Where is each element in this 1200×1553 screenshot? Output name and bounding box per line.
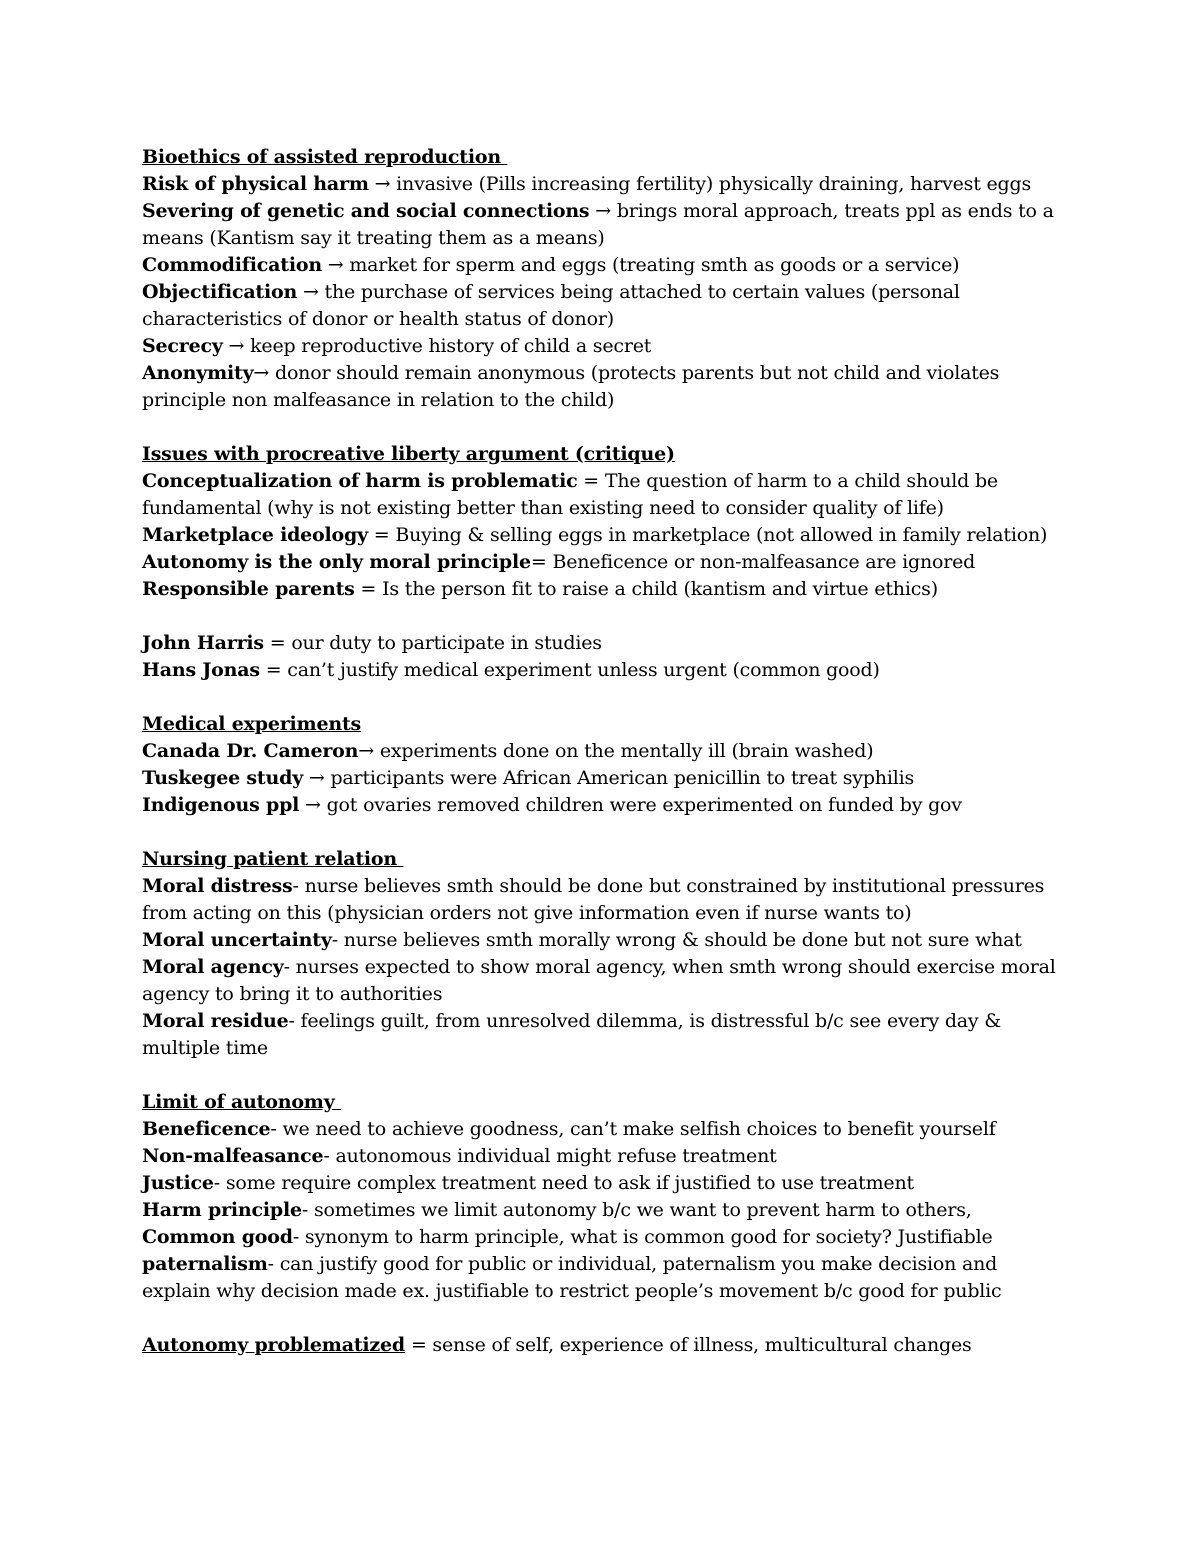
closing-definition: sense of self, experience of illness, multicultural changes bbox=[432, 1334, 972, 1356]
note-term: Common good bbox=[142, 1226, 293, 1248]
note-term: Justice bbox=[142, 1172, 214, 1194]
note-entry bbox=[142, 954, 1062, 1008]
note-definition: donor should remain anonymous (protects parents but not child and violates principle non malfeasance in relation to the child) bbox=[142, 362, 1000, 411]
note-separator: → bbox=[321, 254, 350, 276]
note-entry bbox=[142, 576, 1062, 603]
note-term: Responsible parents bbox=[142, 578, 355, 600]
note-definition: experiments done on the mentally ill (brain washed) bbox=[379, 740, 874, 762]
section-spacer bbox=[142, 603, 1062, 630]
note-term: Indigenous ppl bbox=[142, 794, 300, 816]
section-heading: Limit of autonomy bbox=[142, 1091, 341, 1113]
note-definition: the purchase of services being attached to certain values (personal characteristics of donor or health status of donor) bbox=[142, 281, 960, 330]
note-definition: The question of harm to a child should be fundamental (why is not existing better than existing need to consider quality of life) bbox=[142, 470, 998, 519]
note-entry bbox=[142, 1170, 1062, 1197]
note-entry bbox=[142, 333, 1062, 360]
note-separator: → bbox=[222, 335, 251, 357]
note-definition: sometimes we limit autonomy b/c we want to prevent harm to others, bbox=[313, 1199, 972, 1221]
note-definition: can justify good for public or individual, paternalism you make decision and explain why decision made ex. justifiable to restrict people’s movement b/c good for public bbox=[142, 1253, 1002, 1302]
note-definition: Buying & selling eggs in marketplace (not allowed in family relation) bbox=[395, 524, 1048, 546]
note-entry bbox=[142, 1116, 1062, 1143]
note-separator: → bbox=[358, 740, 380, 762]
note-entry bbox=[142, 279, 1062, 333]
note-definition: Is the person fit to raise a child (kantism and virtue ethics) bbox=[382, 578, 938, 600]
note-entry bbox=[142, 657, 1062, 684]
note-entry bbox=[142, 198, 1062, 252]
note-term: Moral uncertainty bbox=[142, 929, 332, 951]
note-definition: Beneficence or non-malfeasance are ignored bbox=[552, 551, 976, 573]
note-entry bbox=[142, 927, 1062, 954]
note-entry bbox=[142, 549, 1062, 576]
note-entry bbox=[142, 873, 1062, 927]
note-separator: - bbox=[331, 929, 344, 951]
note-separator: → bbox=[303, 767, 331, 789]
note-definition: invasive (Pills increasing fertility) physically draining, harvest eggs bbox=[396, 173, 1031, 195]
note-definition: brings moral approach, treats ppl as ends to a means (Kantism say it treating them as a means) bbox=[142, 200, 1054, 249]
note-term: Harm principle bbox=[142, 1199, 302, 1221]
note-definition: some require complex treatment need to ask if justified to use treatment bbox=[225, 1172, 914, 1194]
note-separator: = bbox=[367, 524, 396, 546]
note-term: Tuskegee study bbox=[142, 767, 304, 789]
note-separator: → bbox=[297, 281, 325, 303]
note-definition: autonomous individual might refuse treatment bbox=[335, 1145, 777, 1167]
note-entry bbox=[142, 738, 1062, 765]
note-separator: = bbox=[259, 659, 288, 681]
note-definition: synonym to harm principle, what is common good for society? Justifiable bbox=[304, 1226, 993, 1248]
note-entry bbox=[142, 360, 1062, 414]
note-entry bbox=[142, 171, 1062, 198]
note-definition: market for sperm and eggs (treating smth as goods or a service) bbox=[349, 254, 960, 276]
note-separator: - bbox=[292, 875, 305, 897]
note-definition: feelings guilt, from unresolved dilemma, is distressful b/c see every day & multiple time bbox=[142, 1010, 1002, 1059]
section-heading: Bioethics of assisted reproduction bbox=[142, 146, 508, 168]
note-term: Non-malfeasance bbox=[142, 1145, 324, 1167]
note-definition: we need to achieve goodness, can’t make selfish choices to benefit yourself bbox=[282, 1118, 996, 1140]
section-spacer bbox=[142, 1062, 1062, 1089]
note-term: Objectification bbox=[142, 281, 298, 303]
note-term: Moral residue bbox=[142, 1010, 289, 1032]
note-term: Commodification bbox=[142, 254, 322, 276]
note-entry bbox=[142, 522, 1062, 549]
note-entry bbox=[142, 1224, 1062, 1251]
note-definition: got ovaries removed children were experimented on funded by gov bbox=[326, 794, 962, 816]
note-definition: nurses expected to show moral agency, when smth wrong should exercise moral agency to bring it to authorities bbox=[142, 956, 1056, 1005]
note-separator: = bbox=[354, 578, 383, 600]
note-entry bbox=[142, 252, 1062, 279]
closing-entry bbox=[142, 1332, 1062, 1359]
note-term: Risk of physical harm bbox=[142, 173, 369, 195]
note-term: Hans Jonas bbox=[142, 659, 260, 681]
note-separator: - bbox=[323, 1145, 336, 1167]
note-entry bbox=[142, 1197, 1062, 1224]
section-heading: Issues with procreative liberty argument (critique) bbox=[142, 443, 675, 465]
note-separator: = bbox=[577, 470, 605, 492]
note-separator: - bbox=[267, 1253, 280, 1275]
note-entry bbox=[142, 1251, 1062, 1305]
note-separator: - bbox=[292, 1226, 305, 1248]
note-separator: → bbox=[368, 173, 397, 195]
note-definition: nurse believes smth should be done but constrained by institutional pressures from acting on this (physician orders not give information even if nurse wants to) bbox=[142, 875, 1045, 924]
note-term: Moral agency bbox=[142, 956, 284, 978]
section-spacer bbox=[142, 414, 1062, 441]
section-spacer bbox=[142, 1305, 1062, 1332]
note-separator: - bbox=[270, 1118, 283, 1140]
note-definition: nurse believes smth morally wrong & should be done but not sure what bbox=[343, 929, 1022, 951]
note-entry bbox=[142, 1008, 1062, 1062]
note-term: Secrecy bbox=[142, 335, 223, 357]
note-entry bbox=[142, 468, 1062, 522]
note-term: Marketplace ideology bbox=[142, 524, 368, 546]
note-definition: our duty to participate in studies bbox=[291, 632, 602, 654]
note-definition: can’t justify medical experiment unless urgent (common good) bbox=[287, 659, 880, 681]
note-term: John Harris bbox=[142, 632, 264, 654]
note-term: paternalism bbox=[142, 1253, 268, 1275]
notes-body bbox=[142, 144, 1062, 1359]
note-term: Severing of genetic and social connections bbox=[142, 200, 590, 222]
note-entry bbox=[142, 765, 1062, 792]
note-separator: = bbox=[263, 632, 292, 654]
note-entry bbox=[142, 630, 1062, 657]
note-separator: → bbox=[299, 794, 327, 816]
section-heading: Medical experiments bbox=[142, 713, 362, 735]
closing-term: Autonomy problematized bbox=[142, 1334, 405, 1356]
section-spacer bbox=[142, 819, 1062, 846]
note-separator: - bbox=[301, 1199, 314, 1221]
note-definition: keep reproductive history of child a secret bbox=[250, 335, 652, 357]
note-term: Beneficence bbox=[142, 1118, 271, 1140]
note-separator: - bbox=[213, 1172, 226, 1194]
note-term: Moral distress bbox=[142, 875, 293, 897]
section-spacer bbox=[142, 684, 1062, 711]
note-separator: → bbox=[589, 200, 617, 222]
note-separator: = bbox=[530, 551, 553, 573]
note-term: Autonomy is the only moral principle bbox=[142, 551, 531, 573]
closing-separator: = bbox=[404, 1334, 433, 1356]
note-term: Conceptualization of harm is problematic bbox=[142, 470, 578, 492]
note-term: Anonymity bbox=[142, 362, 254, 384]
note-definition: participants were African American penicillin to treat syphilis bbox=[330, 767, 914, 789]
note-separator: - bbox=[288, 1010, 301, 1032]
section-heading: Nursing patient relation bbox=[142, 848, 404, 870]
note-separator: - bbox=[283, 956, 296, 978]
note-term: Canada Dr. Cameron bbox=[142, 740, 359, 762]
note-separator: → bbox=[253, 362, 275, 384]
note-entry bbox=[142, 792, 1062, 819]
note-entry bbox=[142, 1143, 1062, 1170]
